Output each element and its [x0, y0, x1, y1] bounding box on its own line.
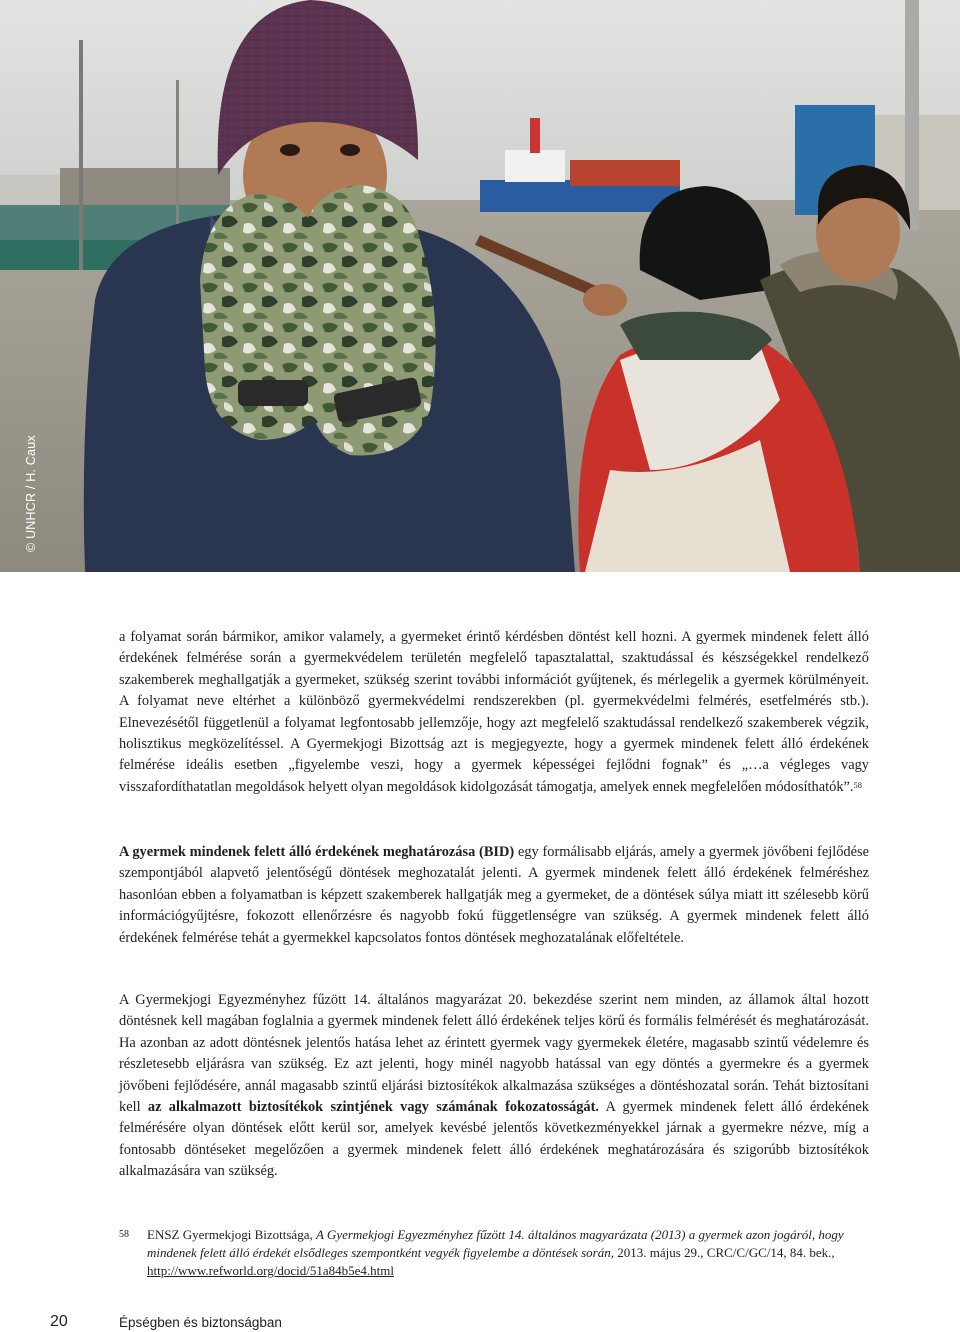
footnote-number: 58: [119, 1229, 129, 1240]
paragraph-2-text: egy formálisabb eljárás, amely a gyermek jövőbeni fejlődése szempontjából alapvető jelentőségű döntések meghozatalát jelenti. A gyermek mindenek felett álló érdekének felméréshez hasonlóan ebben a folyamatban is képzett szakemberek hallgatják meg a gyermeket, de a döntések súlya miatt itt szélesebb körű információgyűjtésre, fokozott ellenőrzésre és nagyobb fokú függetlenségre van szükség. A gyermek mindenek felett álló érdekének felmérése tehát a gyermekkel kapcsolatos fontos döntések meghozatalának előfeltétele.: [119, 844, 869, 946]
paragraph-2: [119, 842, 869, 949]
paragraph-3: [119, 990, 869, 1183]
footnote-ref-58[interactable]: 58: [853, 779, 863, 790]
paragraph-1-text: a folyamat során bármikor, amikor valamely, a gyermeket érintő kérdésben döntést kell hozni. A gyermek mindenek felett álló érdekének felmérése során a gyermekvédelem területén megfelelő tapasztalattal, szaktudással és készségekkel rendelkező szakemberek meghallgatják a gyermeket, szükség szerint további információt gyűjtenek, és mérlegelik a gyermek körülményeit. A folyamat neve eltérhet a különböző gyermekvédelmi rendszerekben (pl. gyermekvédelmi felmérés, esetfelmérés stb.). Elnevezésétől függetlenül a folyamat legfontosabb jellemzője, hogy azt megfelelő szaktudással rendelkező szakemberek végzik, holisztikus megközelítéssel. A Gyermekjogi Bizottság azt is megjegyezte, hogy a gyermek mindenek felett álló érdekének felmérése ideális esetben „figyelembe veszi, hogy a gyermek képességei fejlődni fognak” és „…a végleges vagy visszafordíthatatlan megoldások helyett olyan megoldások kidolgozását támogatja, amelyek ennek megfelelően módosíthatók”.: [119, 629, 869, 795]
paragraph-3-bold: az alkalmazott biztosítékok szintjének vagy számának fokozatosságát.: [147, 1099, 600, 1116]
paragraph-3-text-before: A Gyermekjogi Egyezményhez fűzött 14. általános magyarázat 20. bekezdése szerint nem minden, az államok által hozott döntésnek kell magában foglalnia a gyermek mindenek felett álló érdekének teljes körű és formális felmérését és meghatározását. Ha azonban az adott döntésnek jelentős hatása lehet az érintett gyermek vagy gyermekek életére, magasabb szintű védelemre és részletesebb eljárásra van szükség. Ez azt jelenti, hogy minél nagyobb hatással van egy döntés a gyermekre és a gyermek jövőbeni fejlődésére, annál magasabb szintű eljárási biztosítékok alkalmazása szükséges a döntéshozatal során. Tehát biztosítani kell: [119, 992, 869, 1116]
footnote-text-after: 2013. május 29., CRC/C/GC/14, 84. bek.,: [613, 1245, 835, 1260]
bid-term: A gyermek mindenek felett álló érdekének meghatározása (BID): [119, 844, 515, 860]
footnote-title: A Gyermekjogi Egyezményhez fűzött 14. általános magyarázata (2013) a gyermek azon jogáról, hogy mindenek felett álló érdekét elsődleges szempontként vegyék figyelembe a döntések során,: [147, 1227, 844, 1260]
footnote-body: [147, 1226, 871, 1280]
paragraph-1: [119, 627, 869, 798]
page-number: 20: [50, 1313, 68, 1330]
running-title: Épségben és biztonságban: [119, 1315, 282, 1330]
footnote-58: [119, 1226, 871, 1280]
cover-photo: [0, 0, 960, 572]
footnote-text: ENSZ Gyermekjogi Bizottsága,: [147, 1227, 316, 1242]
photo-credit: © UNHCR / H. Caux: [24, 435, 38, 552]
footnote-link[interactable]: http://www.refworld.org/docid/51a84b5e4.html: [147, 1263, 394, 1278]
paragraph-3-text-after: A gyermek mindenek felett álló érdekének felmérésére olyan döntések előtt kerül sor, amelyek kevésbé jelentős következményekkel járnak a gyermekre nézve, míg a fontosabb döntéseket megelőzően a gyermek mindenek felett álló érdekének meghatározására és szigorúbb biztosítékok alkalmazására van szükség.: [119, 1099, 870, 1180]
